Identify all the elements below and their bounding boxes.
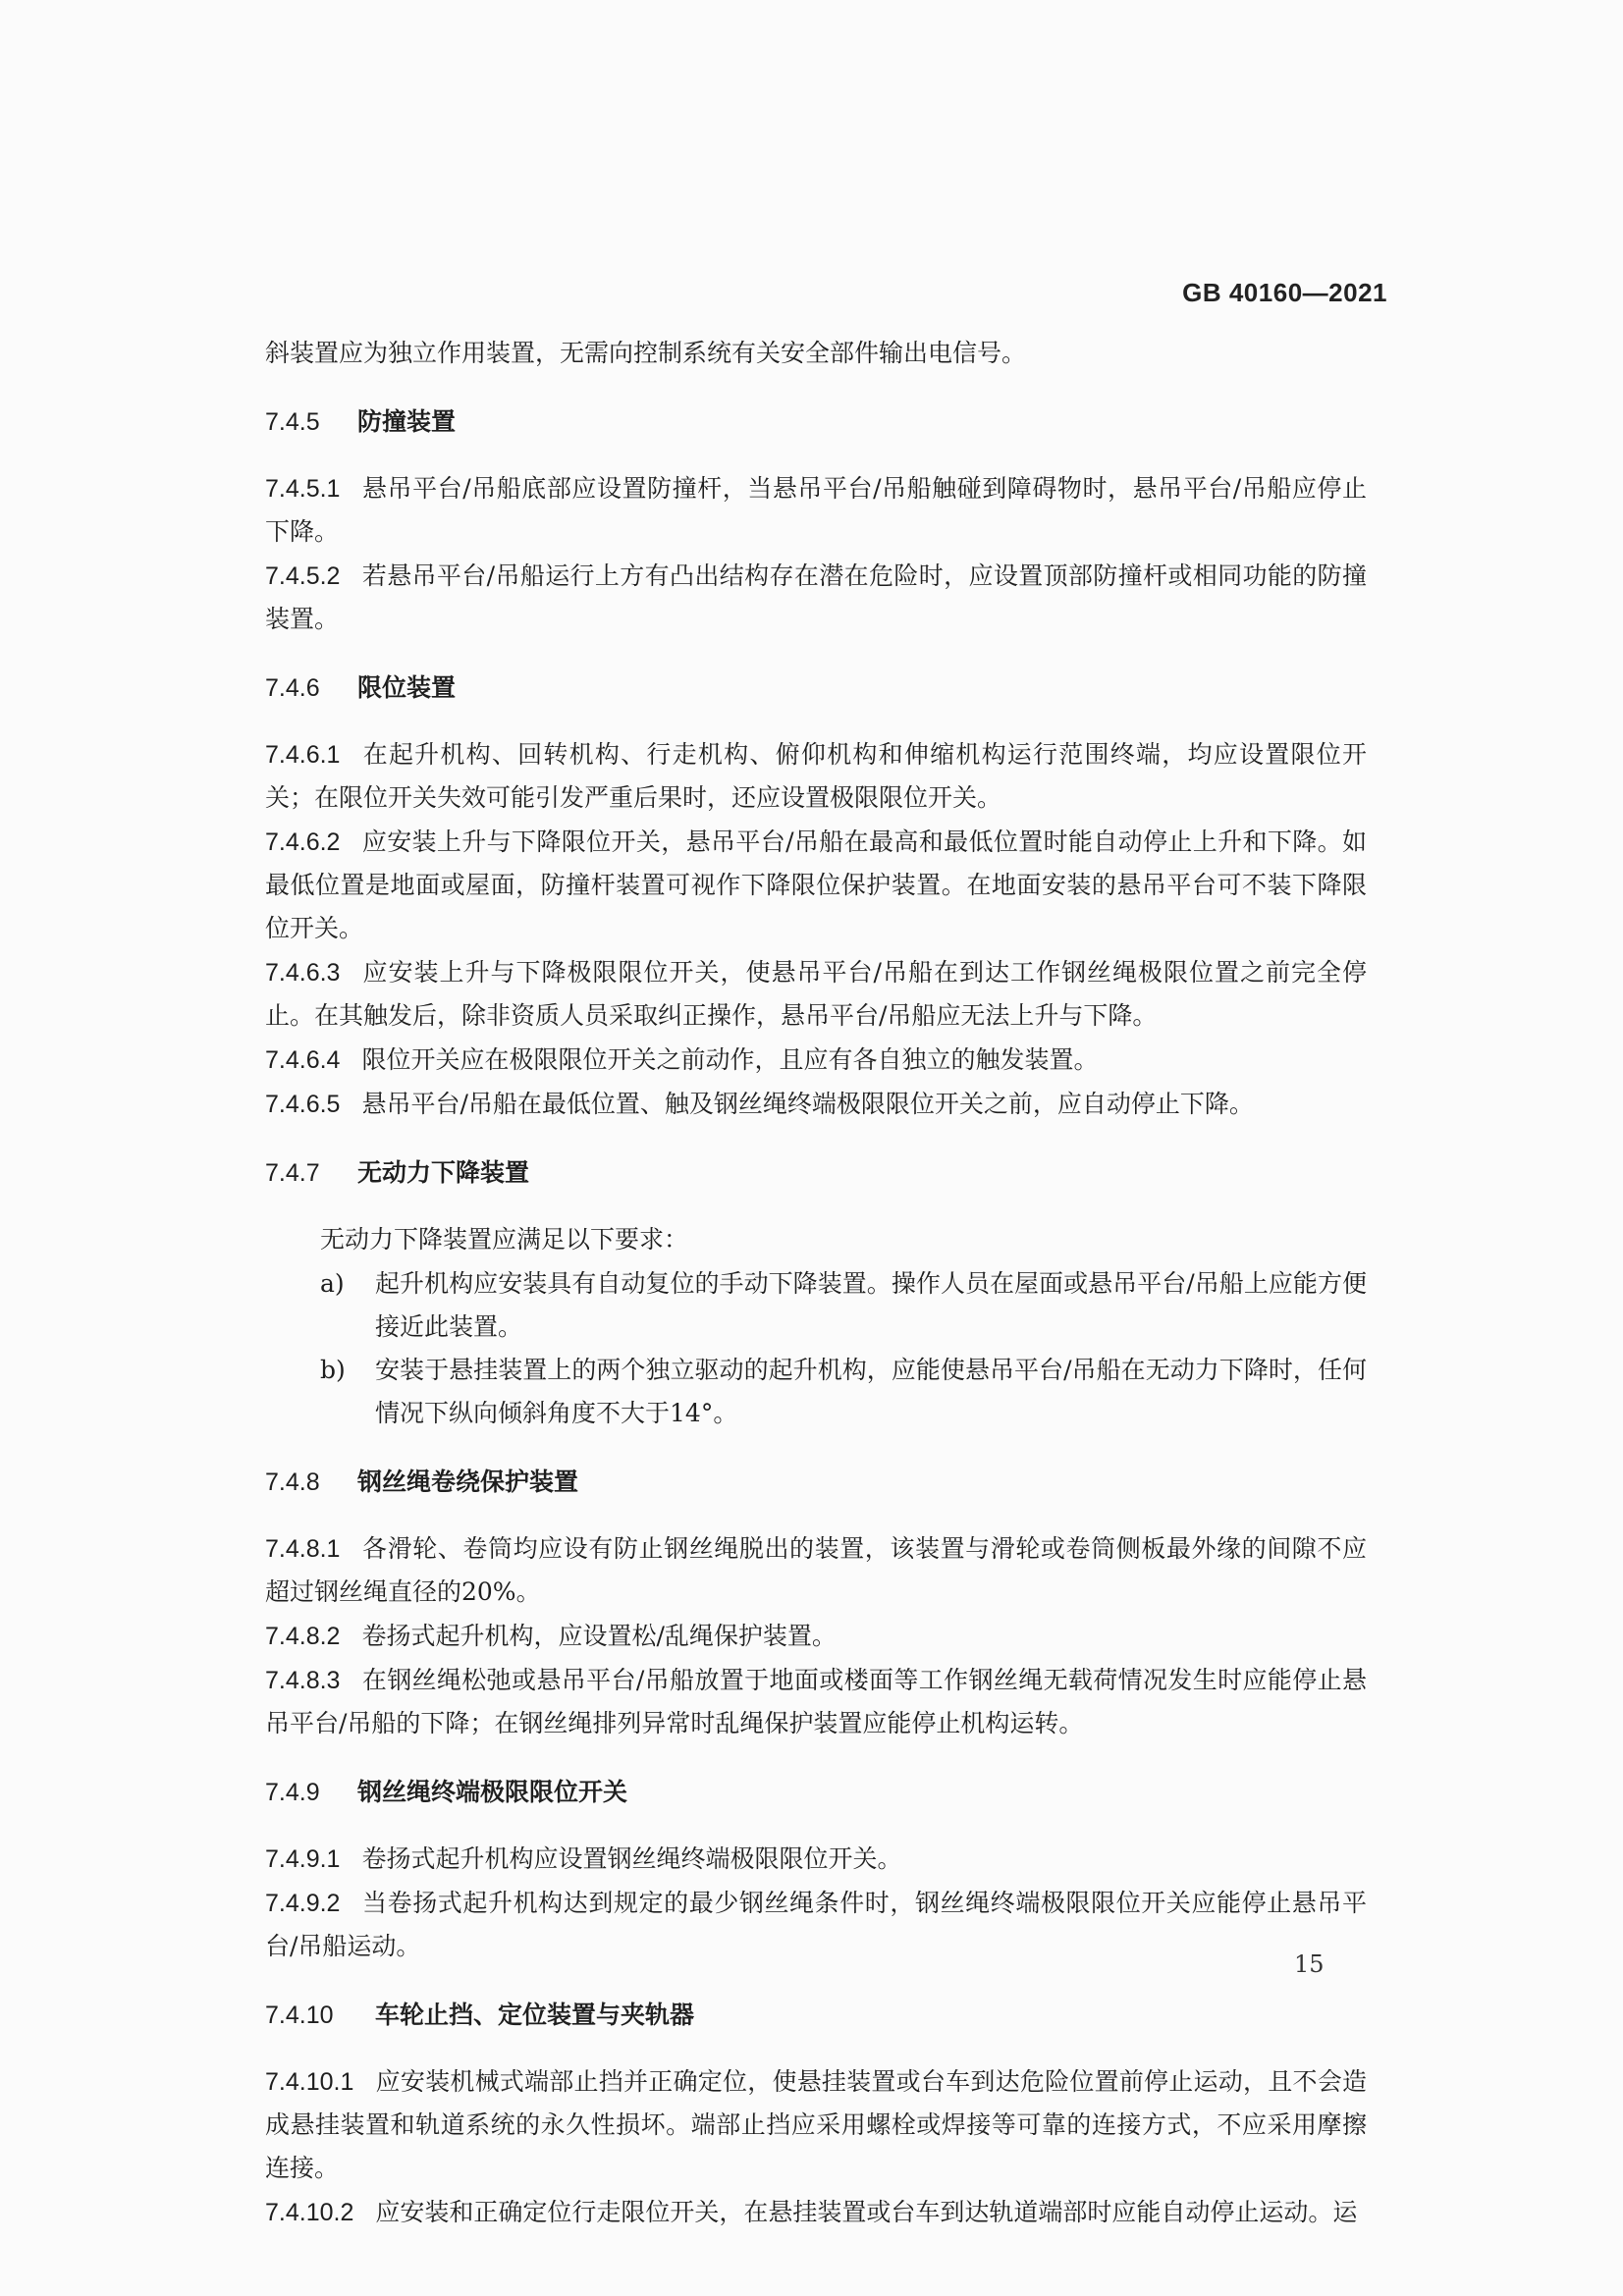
heading-title: 限位装置 xyxy=(357,674,457,702)
list-marker: a) xyxy=(320,1269,345,1298)
list-item-text: 安装于悬挂装置上的两个独立驱动的起升机构，应能使悬吊平台/吊船在无动力下降时，任何情况下纵向倾斜角度不大于14°。 xyxy=(375,1356,1367,1427)
clause-text: 应安装和正确定位行走限位开关，在悬挂装置或台车到达轨道端部时应能自动停止运动。运 xyxy=(375,2198,1358,2226)
clause-text: 限位开关应在极限限位开关之前动作，且应有各自独立的触发装置。 xyxy=(361,1045,1099,1074)
clause-7-4-8-3 xyxy=(265,1659,1367,1745)
clause-number: 7.4.9.2 xyxy=(265,1890,341,1917)
clause-text: 悬吊平台/吊船底部应设置防撞杆，当悬吊平台/吊船触碰到障碍物时，悬吊平台/吊船应停止下降。 xyxy=(265,474,1367,546)
heading-7-4-7 xyxy=(265,1151,1367,1195)
clause-number: 7.4.9.1 xyxy=(265,1845,341,1873)
clause-7-4-8-2 xyxy=(265,1615,1367,1658)
clause-number: 7.4.5.1 xyxy=(265,475,341,503)
clause-number: 7.4.6.1 xyxy=(265,741,341,769)
heading-number: 7.4.7 xyxy=(265,1159,320,1187)
clause-number: 7.4.8.1 xyxy=(265,1535,341,1563)
clause-7-4-9-1 xyxy=(265,1838,1367,1881)
clause-7-4-6-2 xyxy=(265,821,1367,950)
list-item-b xyxy=(265,1349,1367,1435)
heading-7-4-8 xyxy=(265,1461,1367,1504)
standard-code: GB 40160—2021 xyxy=(1182,278,1387,307)
heading-number: 7.4.10 xyxy=(265,2002,334,2029)
clause-number: 7.4.5.2 xyxy=(265,562,341,590)
clause-7-4-5-1 xyxy=(265,467,1367,554)
clause-number: 7.4.8.3 xyxy=(265,1667,341,1694)
clause-text: 应安装上升与下降极限限位开关，使悬吊平台/吊船在到达工作钢丝绳极限位置之前完全停止。在其触发后，除非资质人员采取纠正操作，悬吊平台/吊船应无法上升与下降。 xyxy=(265,958,1367,1030)
clause-text: 卷扬式起升机构应设置钢丝绳终端极限限位开关。 xyxy=(361,1844,902,1873)
clause-text: 应安装上升与下降限位开关，悬吊平台/吊船在最高和最低位置时能自动停止上升和下降。如最低位置是地面或屋面，防撞杆装置可视作下降限位保护装置。在地面安装的悬吊平台可不装下降限位开关。 xyxy=(265,828,1367,942)
clause-7-4-9-2 xyxy=(265,1882,1367,1968)
clause-7-4-6-3 xyxy=(265,951,1367,1038)
heading-number: 7.4.6 xyxy=(265,674,320,702)
clause-7-4-6-1 xyxy=(265,733,1367,820)
heading-number: 7.4.9 xyxy=(265,1779,320,1806)
clause-text: 在起升机构、回转机构、行走机构、俯仰机构和伸缩机构运行范围终端，均应设置限位开关；在限位开关失效可能引发严重后果时，还应设置极限限位开关。 xyxy=(265,740,1367,812)
clause-text: 当卷扬式起升机构达到规定的最少钢丝绳条件时，钢丝绳终端极限限位开关应能停止悬吊平台/吊船运动。 xyxy=(265,1889,1367,1960)
heading-number: 7.4.8 xyxy=(265,1468,320,1496)
clause-text: 悬吊平台/吊船在最低位置、触及钢丝绳终端极限限位开关之前，应自动停止下降。 xyxy=(361,1090,1254,1118)
clause-number: 7.4.10.1 xyxy=(265,2068,354,2096)
page-number: 15 xyxy=(1294,1950,1325,1978)
clause-number: 7.4.6.5 xyxy=(265,1091,341,1118)
heading-7-4-10 xyxy=(265,1994,1367,2037)
clause-7-4-6-5 xyxy=(265,1083,1367,1126)
heading-title: 无动力下降装置 xyxy=(357,1159,530,1187)
heading-7-4-9 xyxy=(265,1771,1367,1814)
clause-text: 卷扬式起升机构，应设置松/乱绳保护装置。 xyxy=(361,1622,837,1650)
heading-7-4-6 xyxy=(265,667,1367,710)
heading-title: 钢丝绳终端极限限位开关 xyxy=(357,1779,628,1806)
clause-text: 各滑轮、卷筒均应设有防止钢丝绳脱出的装置，该装置与滑轮或卷筒侧板最外缘的间隙不应超过钢丝绳直径的20%。 xyxy=(265,1534,1367,1606)
clause-7-4-5-2 xyxy=(265,555,1367,641)
heading-7-4-5 xyxy=(265,400,1367,444)
clause-number: 7.4.6.3 xyxy=(265,959,341,987)
clause-number: 7.4.6.4 xyxy=(265,1046,341,1074)
clause-text: 应安装机械式端部止挡并正确定位，使悬挂装置或台车到达危险位置前停止运动，且不会造成悬挂装置和轨道系统的永久性损坏。端部止挡应采用螺栓或焊接等可靠的连接方式，不应采用摩擦连接。 xyxy=(265,2067,1367,2182)
clause-7-4-8-1 xyxy=(265,1527,1367,1614)
clause-7-4-10-1 xyxy=(265,2060,1367,2190)
heading-title: 防撞装置 xyxy=(357,408,457,436)
clause-number: 7.4.10.2 xyxy=(265,2199,354,2226)
list-item-text: 起升机构应安装具有自动复位的手动下降装置。操作人员在屋面或悬吊平台/吊船上应能方便接近此装置。 xyxy=(375,1269,1367,1341)
clause-7-4-6-4 xyxy=(265,1039,1367,1082)
paragraph-requirements-intro: 无动力下降装置应满足以下要求： xyxy=(320,1225,689,1254)
clause-number: 7.4.6.2 xyxy=(265,828,341,856)
document-body xyxy=(265,332,1367,2235)
paragraph-continued: 斜装置应为独立作用装置，无需向控制系统有关安全部件输出电信号。 xyxy=(265,339,1027,367)
list-item-a xyxy=(265,1262,1367,1349)
clause-7-4-10-2 xyxy=(265,2191,1367,2234)
clause-text: 在钢丝绳松弛或悬吊平台/吊船放置于地面或楼面等工作钢丝绳无载荷情况发生时应能停止悬吊平台/吊船的下降；在钢丝绳排列异常时乱绳保护装置应能停止机构运转。 xyxy=(265,1666,1367,1737)
heading-title: 车轮止挡、定位装置与夹轨器 xyxy=(375,2002,695,2029)
clause-number: 7.4.8.2 xyxy=(265,1623,341,1650)
heading-number: 7.4.5 xyxy=(265,408,320,436)
list-marker: b) xyxy=(320,1356,346,1384)
clause-text: 若悬吊平台/吊船运行上方有凸出结构存在潜在危险时，应设置顶部防撞杆或相同功能的防撞装置。 xyxy=(265,561,1367,633)
heading-title: 钢丝绳卷绕保护装置 xyxy=(357,1468,579,1496)
